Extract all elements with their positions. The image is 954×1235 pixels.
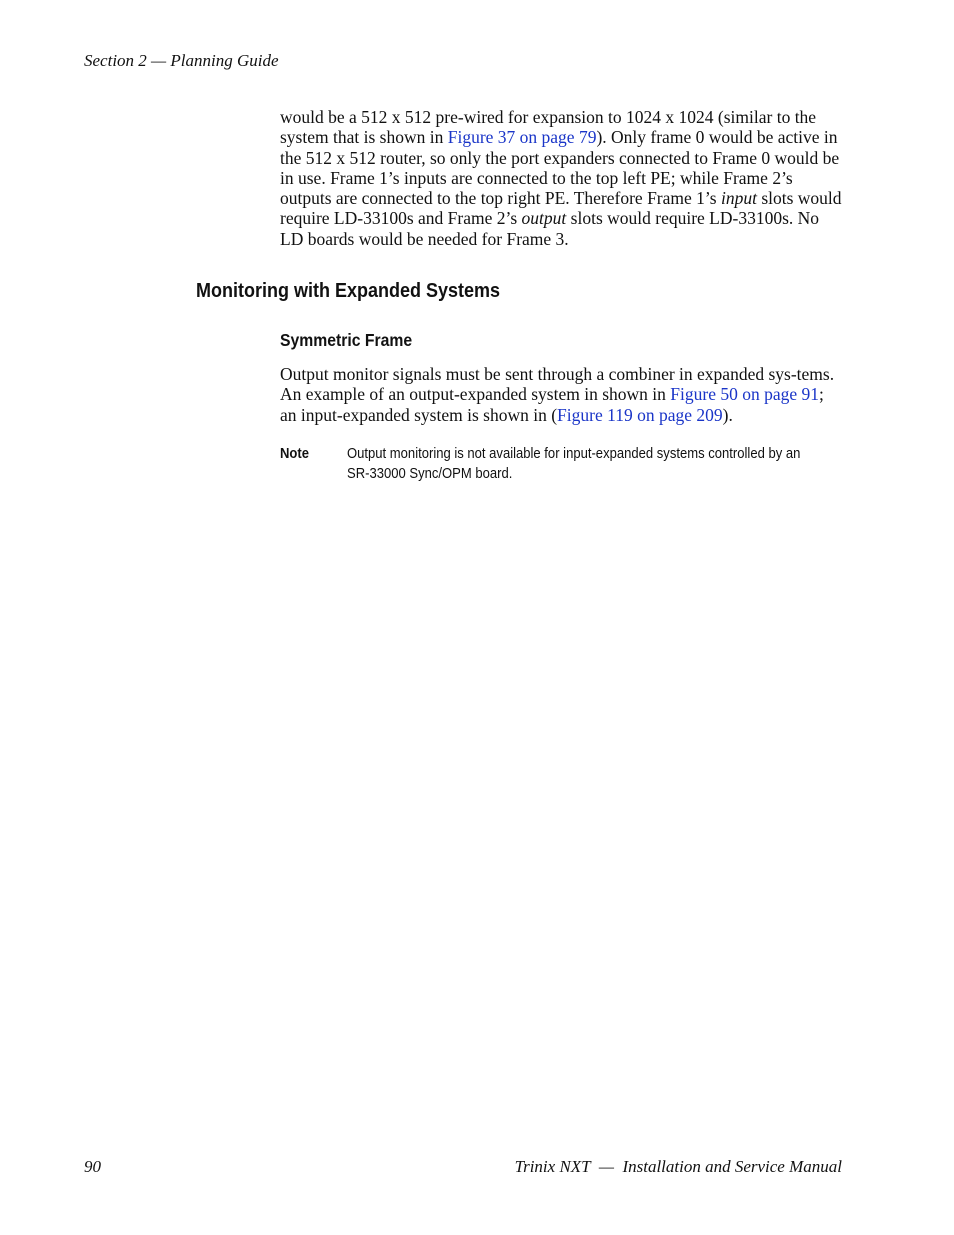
figure-119-link[interactable]: Figure 119 on page 209 xyxy=(557,404,723,425)
page-number: 90 xyxy=(84,1157,101,1176)
section-heading: Monitoring with Expanded Systems xyxy=(196,280,501,302)
intro-paragraph: would be a 512 x 512 pre-wired for expansion to 1024 x 1024 (similar to the system that is shown in Figure 37 on page 79). Only frame 0 would be active in the 512 x 512 router, so only the port expanders connected to Frame 0 would be in use. Frame 1’s inputs are connected to the top left PE; while Frame 2’s outputs are connected to the top right PE. Therefore Frame 1’s input slots would require LD-33100s and Frame 2’s output slots would require LD-33100s. No LD boards would be needed for Frame 3. xyxy=(280,107,842,249)
note-label: Note xyxy=(280,446,310,462)
subsection-heading: Symmetric Frame xyxy=(280,330,413,350)
note-text: Output monitoring is not available for input-expanded systems controlled by an SR-33000 Sync/OPM board. xyxy=(347,446,801,482)
monitor-paragraph: Output monitor signals must be sent through a combiner in expanded sys-tems. An example of an output-expanded system in shown in Figure 50 on page 91; an input-expanded system is shown in (Figure 119 on page 209). xyxy=(280,364,835,425)
running-head: Section 2 — Planning Guide xyxy=(84,51,279,70)
figure-50-link[interactable]: Figure 50 on page 91 xyxy=(670,384,820,405)
figure-37-link[interactable]: Figure 37 on page 79 xyxy=(447,127,597,148)
manual-title: Trinix NXT — Installation and Service Manual xyxy=(514,1157,842,1176)
